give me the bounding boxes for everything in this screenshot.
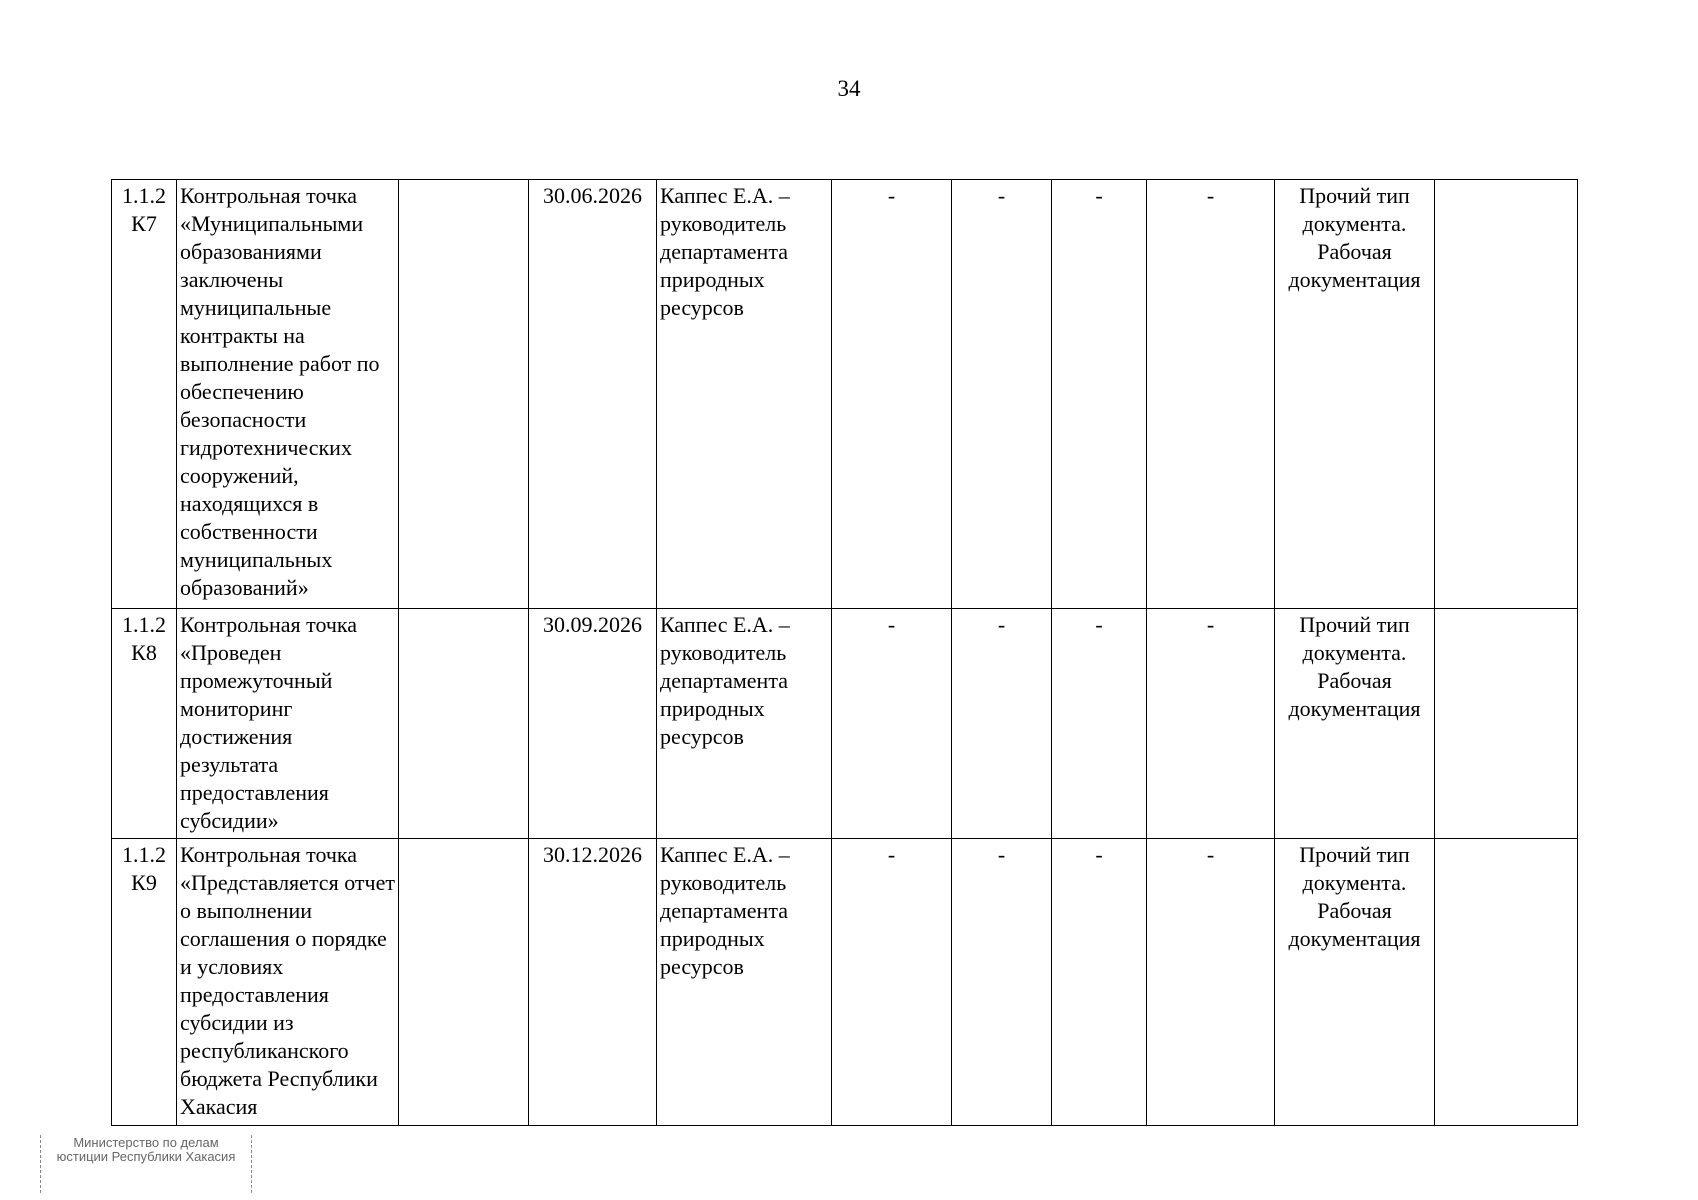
table-row [112,180,1578,609]
row-code-cell [112,609,177,839]
row-value-4: - [1147,839,1275,1126]
row-empty-cell [399,839,529,1126]
row-value-1: - [832,180,952,609]
row-value-3: - [1052,180,1147,609]
row-code-suffix: К7 [131,211,157,236]
row-code-suffix: К9 [131,870,157,895]
page-number: 34 [837,76,861,101]
row-code-cell [112,839,177,1126]
row-responsible: Каппес Е.А. – руководитель департамента природных ресурсов [657,180,832,609]
row-value-4: - [1147,609,1275,839]
table-row [112,609,1578,839]
row-description: Контрольная точка «Проведен промежуточный мониторинг достижения результата предоставления субсидии» [177,609,399,839]
row-responsible: Каппес Е.А. – руководитель департамента природных ресурсов [657,839,832,1126]
row-value-2: - [952,839,1052,1126]
row-code-cell [112,180,177,609]
row-date: 30.12.2026 [529,839,657,1126]
stamp-line-2: юстиции Республики Хакасия [56,1150,236,1164]
row-description: Контрольная точка «Представляется отчет о выполнении соглашения о порядке и условиях предоставления субсидии из республиканского бюджета Республики Хакасия [177,839,399,1126]
row-date: 30.06.2026 [529,180,657,609]
row-empty-cell [399,609,529,839]
row-value-1: - [832,609,952,839]
row-responsible: Каппес Е.А. – руководитель департамента природных ресурсов [657,609,832,839]
control-points-table [111,179,1578,1126]
row-code: 1.1.2 [122,183,166,208]
row-last-cell [1435,180,1578,609]
row-last-cell [1435,839,1578,1126]
row-value-2: - [952,609,1052,839]
row-document-type: Прочий тип документа. Рабочая документация [1275,839,1435,1126]
row-value-4: - [1147,180,1275,609]
row-value-1: - [832,839,952,1126]
row-document-type: Прочий тип документа. Рабочая документация [1275,180,1435,609]
row-value-2: - [952,180,1052,609]
row-value-3: - [1052,609,1147,839]
row-code: 1.1.2 [122,842,166,867]
row-date: 30.09.2026 [529,609,657,839]
row-code-suffix: К8 [131,640,157,665]
row-document-type: Прочий тип документа. Рабочая документация [1275,609,1435,839]
registration-stamp [40,1135,252,1193]
row-description: Контрольная точка «Муниципальными образованиями заключены муниципальные контракты на выполнение работ по обеспечению безопасности гидротехнических сооружений, находящихся в собственности муниципальных образований» [177,180,399,609]
row-value-3: - [1052,839,1147,1126]
row-code: 1.1.2 [122,612,166,637]
row-last-cell [1435,609,1578,839]
stamp-line-1: Министерство по делам [73,1136,219,1150]
table-row [112,839,1578,1126]
row-empty-cell [399,180,529,609]
